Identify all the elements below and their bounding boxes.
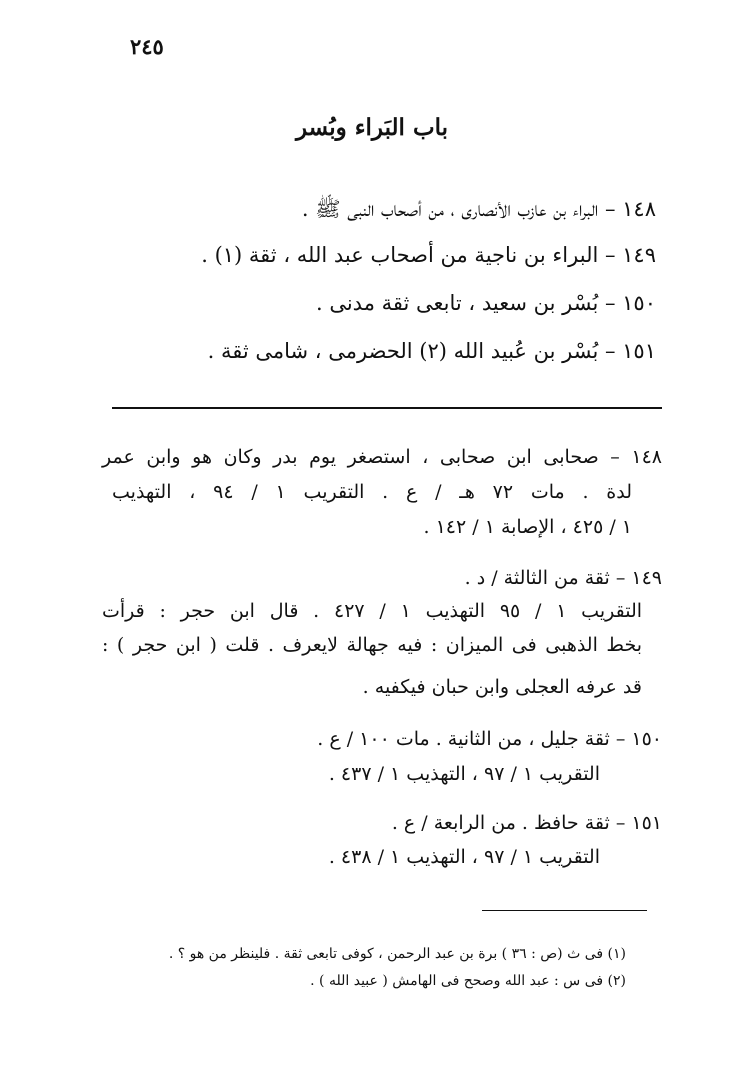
entry-149: ١٤٩ – البراء بن ناجية من أصحاب عبد الله ، ثقة (١) .	[201, 243, 656, 267]
entry-148: ١٤٨ – البراء بن عازب الأنصارى ، من أصحاب النبى ﷺ .	[301, 197, 656, 221]
footnote-1: (١) فى ث (ص : ٣٦ ) برة بن عبد الرحمن ، كوفى تابعى ثقة . فلينظر من هو ؟ .	[168, 946, 626, 962]
chapter-heading: باب البَراء وبُسر	[295, 114, 449, 141]
note-149-line-1: ١٤٩ – ثقة من الثالثة / د .	[464, 567, 662, 589]
note-150-line-1: ١٥٠ – ثقة جليل ، من الثانية . مات ١٠٠ / ع .	[317, 728, 662, 750]
note-150-line-2: التقريب ١ / ٩٧ ، التهذيب ١ / ٤٣٧ .	[328, 763, 600, 785]
entry-150: ١٥٠ – بُسْر بن سعيد ، تابعى ثقة مدنى .	[315, 291, 656, 315]
note-151-line-2: التقريب ١ / ٩٧ ، التهذيب ١ / ٤٣٨ .	[328, 846, 600, 868]
note-151-line-1: ١٥١ – ثقة حافظ . من الرابعة / ع .	[391, 812, 662, 834]
note-148-line-2: لدة . مات ٧٢ هـ / ع . التقريب ١ / ٩٤ ، التهذيب	[112, 481, 632, 503]
note-149-line-3: بخط الذهبى فى الميزان : فيه جهالة لايعرف . قلت ( ابن حجر ) :	[102, 634, 642, 656]
note-149-line-2: التقريب ١ / ٩٥ التهذيب ١ / ٤٢٧ . قال ابن حجر : قرأت	[102, 600, 643, 622]
section-divider	[112, 407, 662, 409]
footnote-divider	[482, 910, 647, 911]
note-148-line-1: ١٤٨ – صحابى ابن صحابى ، استصغر يوم بدر وكان هو وابن عمر	[102, 446, 662, 468]
note-148-line-3: ١ / ٤٢٥ ، الإصابة ١ / ١٤٢ .	[423, 516, 632, 538]
entry-151: ١٥١ – بُسْر بن عُبيد الله (٢) الحضرمى ، شامى ثقة .	[207, 339, 656, 363]
page-number: ٢٤٥	[130, 34, 164, 59]
note-149-line-4: قد عرفه العجلى وابن حبان فيكفيه .	[362, 676, 642, 698]
footnote-2: (٢) فى س : عبد الله وصحح فى الهامش ( عبيد الله ) .	[310, 973, 626, 989]
